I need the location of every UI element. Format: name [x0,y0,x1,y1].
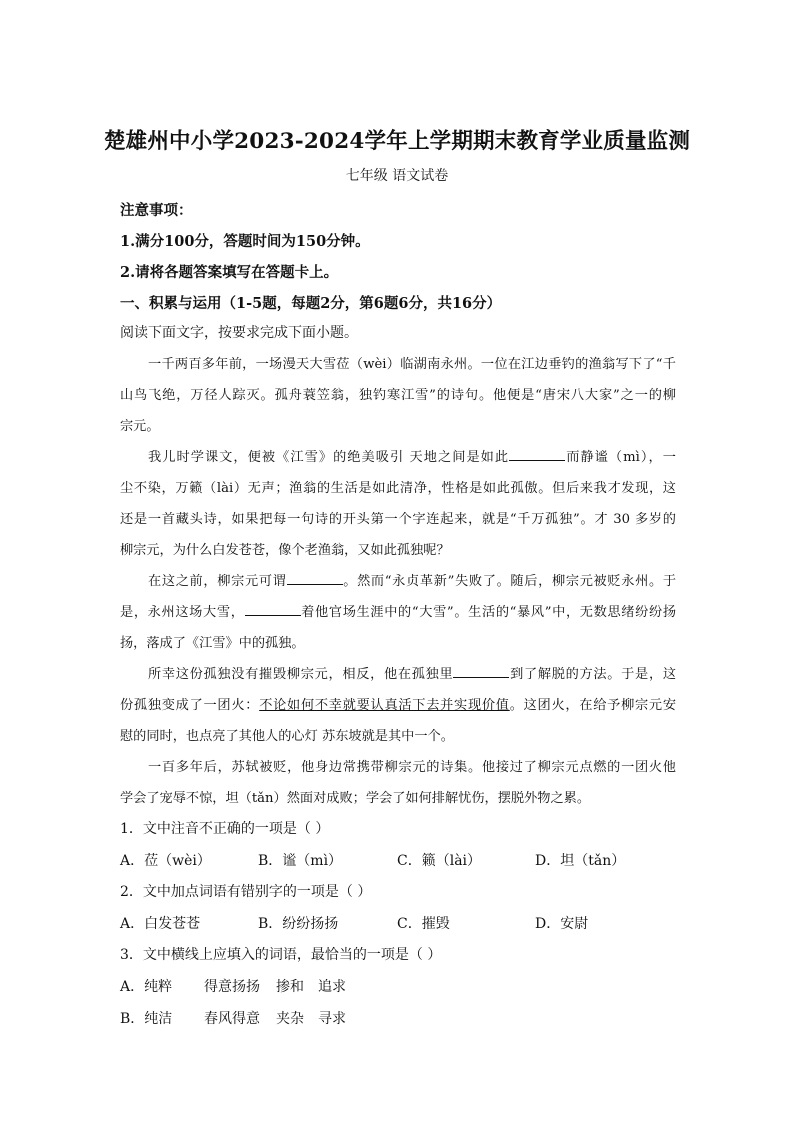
passage-line: 扬，落成了《江雪》中的孤独。 [120,636,305,651]
passage-line: 慰的同时，也点亮了其他人的心灯 苏东坡就是其中一个。 [120,729,454,744]
passage-text: 。这团火，在给予柳宗元安 [509,698,676,713]
passage-line: 学会了宠辱不惊，坦（tǎn）然面对成败；学会了如何排解忧伤，摆脱外物之累。 [120,791,591,806]
fill-blank [453,663,509,678]
question-stem: 1．文中注音不正确的一项是（ ） [120,821,330,837]
passage-line [120,597,676,628]
option-a: A．纯粹 [120,979,173,995]
option-c: C．籁（lài） [397,853,482,869]
notice-heading: 注意事项： [120,202,193,219]
option-a-word: 得意扬扬 [204,979,260,995]
passage-text: 。然而“永贞革新”失败了。随后，柳宗元被贬永州。于 [342,574,676,589]
option-b-word: 寻求 [318,1011,346,1027]
fill-blank [245,601,301,616]
notice-item-2: 2.请将各题答案填写在答题卡上。 [120,264,339,281]
passage-line [120,690,676,721]
fill-blank [287,570,343,585]
fill-blank [509,446,565,461]
passage-text: 是，永州这场大雪， [120,605,245,620]
passage-line: 还是一首藏头诗，如果把每一句诗的开头第一个字连起来，就是“千万孤独”。才 30 多岁的 [120,512,676,527]
notice-item-1: 1.满分100分，答题时间为150分钟。 [120,233,370,250]
option-b-word: 夹杂 [276,1011,304,1027]
option-a-word: 掺和 [276,979,304,995]
option-a: A．白发苍苍 [120,916,201,932]
passage-text: 我儿时学课文，便被《江雪》的绝美吸引 天地之间是如此 [148,450,510,465]
passage-text: 在这之前，柳宗元可谓 [148,574,287,589]
option-b: B．谧（mì） [258,853,343,869]
option-c: C．摧毁 [397,916,450,932]
question-stem: 3．文中横线上应填入的词语，最恰当的一项是（ ） [120,947,442,963]
section-instruction: 阅读下面文字，按要求完成下面小题。 [120,325,358,341]
passage-line: 一百多年后，苏轼被贬，他身边常携带柳宗元的诗集。他接过了柳宗元点燃的一团火他 [148,760,676,775]
option-d: D．坦（tǎn） [535,853,626,869]
section-heading: 一、积累与运用（1-5题，每题2分，第6题6分，共16分） [120,295,502,312]
option-a-word: 追求 [318,979,346,995]
passage-line: 尘不染，万籁（lài）无声；渔翁的生活是如此清净，性格是如此孤傲。但后来我才发现，这 [120,481,676,496]
option-b: B．纯洁 [120,1011,173,1027]
option-b-word: 春风得意 [204,1011,260,1027]
passage-text: 到了解脱的方法。于是，这 [509,667,676,682]
exam-title: 楚雄州中小学2023-2024学年上学期期末教育学业质量监测 [103,129,691,154]
passage-line: 一千两百多年前，一场漫天大雪莅（wèi）临湖南永州。一位在江边垂钓的渔翁写下了“千 [148,357,676,372]
passage-line: 山鸟飞绝，万径人踪灭。孤舟蓑笠翁，独钓寒江雪”的诗句。他便是“唐宋八大家”之一的柳 [120,388,676,403]
question-stem: 2．文中加点词语有错别字的一项是（ ） [120,884,372,900]
passage-line: 宗元。 [120,419,160,434]
option-b: B．纷纷扬扬 [258,916,339,932]
passage-line [148,659,676,690]
passage-line: 柳宗元，为什么白发苍苍，像个老渔翁，又如此孤独呢？ [120,543,450,558]
passage-text: 所幸这份孤独没有摧毁柳宗元，相反，他在孤独里 [148,667,454,682]
exam-subtitle: 七年级 语文试卷 [345,168,449,184]
option-d: D．安尉 [535,916,589,932]
passage-text: 而静谧（mì），一 [565,450,676,465]
option-a: A．莅（wèi） [120,853,211,869]
underlined-sentence: 不论如何不幸就要认真活下去并实现价值 [259,698,510,713]
passage-line [148,566,676,597]
passage-text: 份孤独变成了一团火： [120,698,260,713]
passage-line [148,442,676,473]
passage-text: 着他官场生涯中的“大雪”。生活的“暴风”中，无数思绪纷纷扬 [300,605,676,620]
